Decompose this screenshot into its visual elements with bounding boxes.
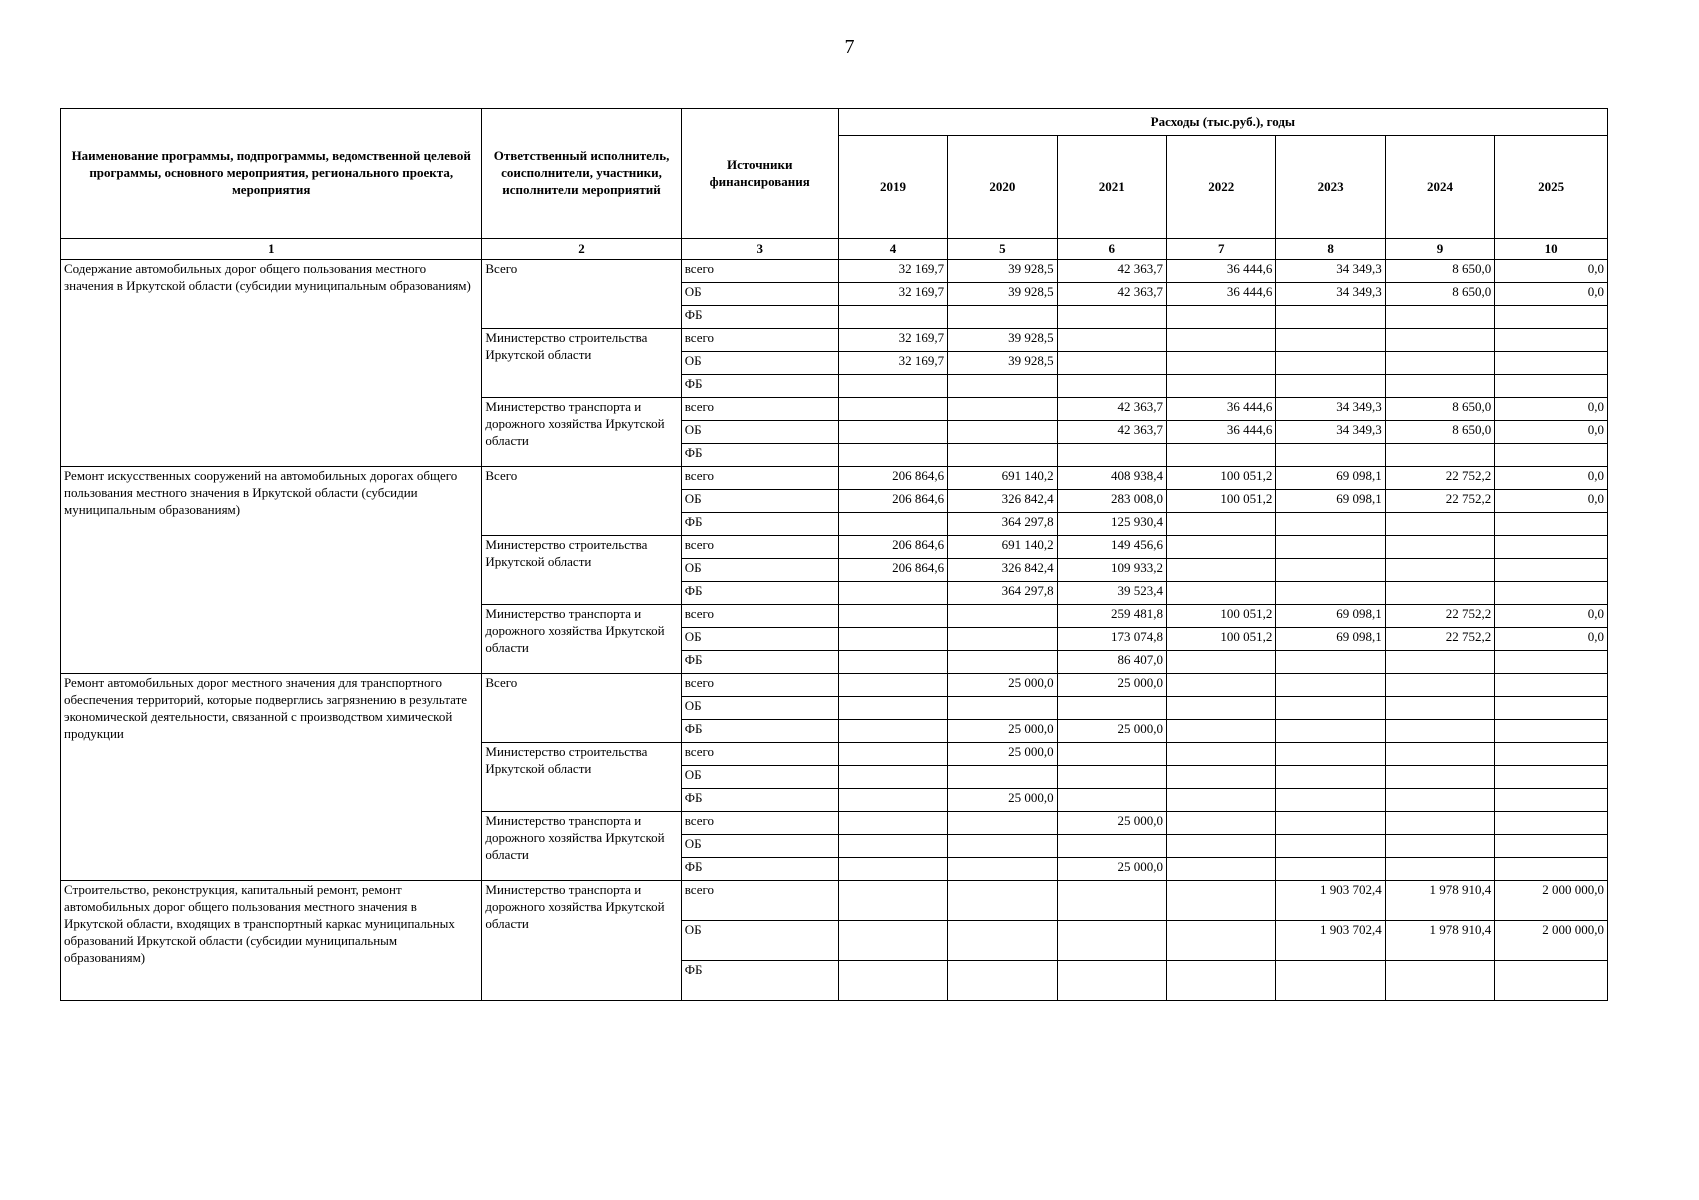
expense-value: 1 903 702,4 bbox=[1276, 881, 1385, 921]
column-number: 2 bbox=[482, 239, 681, 260]
expense-value bbox=[1057, 961, 1166, 1001]
budget-table bbox=[60, 108, 1608, 1001]
expense-value bbox=[1166, 961, 1275, 1001]
column-number: 7 bbox=[1166, 239, 1275, 260]
program-name: Содержание автомобильных дорог общего пользования местного значения в Иркутской области (субсидии муниципальным образованиям) bbox=[61, 260, 482, 467]
responsible-executor: Министерство строительства Иркутской области bbox=[482, 536, 681, 605]
column-number: 3 bbox=[681, 239, 838, 260]
expense-value: 1 903 702,4 bbox=[1276, 921, 1385, 961]
column-number: 8 bbox=[1276, 239, 1385, 260]
expense-value: 25 000,0 bbox=[1057, 858, 1166, 881]
expense-value bbox=[1166, 835, 1275, 858]
expense-value: 25 000,0 bbox=[1057, 812, 1166, 835]
expense-value bbox=[948, 375, 1057, 398]
expense-value: 32 169,7 bbox=[838, 260, 947, 283]
expense-value bbox=[1276, 674, 1385, 697]
header-year: 2019 bbox=[838, 136, 947, 239]
funding-source: ОБ bbox=[681, 628, 838, 651]
expense-value: 2 000 000,0 bbox=[1495, 881, 1608, 921]
expense-value bbox=[838, 789, 947, 812]
expense-value bbox=[1276, 858, 1385, 881]
expense-value bbox=[1385, 375, 1494, 398]
expense-value bbox=[1276, 766, 1385, 789]
funding-source: ОБ bbox=[681, 697, 838, 720]
expense-value bbox=[948, 835, 1057, 858]
expense-value: 283 008,0 bbox=[1057, 490, 1166, 513]
expense-value bbox=[1495, 835, 1608, 858]
expense-value bbox=[838, 582, 947, 605]
expense-value: 206 864,6 bbox=[838, 536, 947, 559]
expense-value bbox=[1495, 697, 1608, 720]
expense-value bbox=[1057, 352, 1166, 375]
expense-value: 22 752,2 bbox=[1385, 605, 1494, 628]
expense-value: 0,0 bbox=[1495, 398, 1608, 421]
funding-source: всего bbox=[681, 467, 838, 490]
expense-value bbox=[1057, 306, 1166, 329]
responsible-executor: Министерство строительства Иркутской области bbox=[482, 329, 681, 398]
expense-value bbox=[1495, 352, 1608, 375]
expense-value: 8 650,0 bbox=[1385, 260, 1494, 283]
header-responsible: Ответственный исполнитель, соисполнители, участники, исполнители мероприятий bbox=[482, 109, 681, 239]
expense-value bbox=[1166, 306, 1275, 329]
expense-value: 25 000,0 bbox=[948, 674, 1057, 697]
expense-value bbox=[838, 766, 947, 789]
responsible-executor: Министерство транспорта и дорожного хозяйства Иркутской области bbox=[482, 605, 681, 674]
responsible-executor: Министерство строительства Иркутской области bbox=[482, 743, 681, 812]
expense-value: 39 928,5 bbox=[948, 329, 1057, 352]
expense-value bbox=[1166, 375, 1275, 398]
funding-source: всего bbox=[681, 329, 838, 352]
expense-value: 42 363,7 bbox=[1057, 398, 1166, 421]
expense-value: 22 752,2 bbox=[1385, 467, 1494, 490]
expense-value: 32 169,7 bbox=[838, 329, 947, 352]
funding-source: ОБ bbox=[681, 766, 838, 789]
expense-value bbox=[1166, 582, 1275, 605]
expense-value: 34 349,3 bbox=[1276, 260, 1385, 283]
expense-value bbox=[838, 743, 947, 766]
expense-value: 25 000,0 bbox=[948, 720, 1057, 743]
expense-value: 36 444,6 bbox=[1166, 283, 1275, 306]
expense-value bbox=[1057, 444, 1166, 467]
expense-value: 691 140,2 bbox=[948, 467, 1057, 490]
expense-value bbox=[948, 812, 1057, 835]
expense-value: 25 000,0 bbox=[948, 789, 1057, 812]
expense-value: 100 051,2 bbox=[1166, 490, 1275, 513]
expense-value bbox=[1057, 766, 1166, 789]
expense-value bbox=[1385, 536, 1494, 559]
expense-value bbox=[948, 881, 1057, 921]
expense-value bbox=[1495, 559, 1608, 582]
funding-source: всего bbox=[681, 536, 838, 559]
expense-value bbox=[1385, 697, 1494, 720]
expense-value: 1 978 910,4 bbox=[1385, 921, 1494, 961]
expense-value bbox=[1276, 789, 1385, 812]
expense-value bbox=[1057, 835, 1166, 858]
funding-source: ОБ bbox=[681, 559, 838, 582]
expense-value bbox=[1166, 513, 1275, 536]
responsible-executor: Министерство транспорта и дорожного хозяйства Иркутской области bbox=[482, 812, 681, 881]
expense-value: 109 933,2 bbox=[1057, 559, 1166, 582]
funding-source: ФБ bbox=[681, 789, 838, 812]
expense-value: 691 140,2 bbox=[948, 536, 1057, 559]
expense-value bbox=[1276, 559, 1385, 582]
expense-value bbox=[1495, 674, 1608, 697]
expense-value bbox=[1276, 812, 1385, 835]
expense-value bbox=[1166, 329, 1275, 352]
expense-value bbox=[948, 697, 1057, 720]
expense-value: 173 074,8 bbox=[1057, 628, 1166, 651]
funding-source: ОБ bbox=[681, 421, 838, 444]
expense-value bbox=[1166, 674, 1275, 697]
expense-value: 25 000,0 bbox=[1057, 674, 1166, 697]
expense-value: 149 456,6 bbox=[1057, 536, 1166, 559]
expense-value: 0,0 bbox=[1495, 605, 1608, 628]
funding-source: ФБ bbox=[681, 306, 838, 329]
expense-value bbox=[1166, 743, 1275, 766]
expense-value bbox=[1057, 743, 1166, 766]
expense-value bbox=[838, 398, 947, 421]
expense-value bbox=[1276, 743, 1385, 766]
expense-value bbox=[1166, 921, 1275, 961]
expense-value bbox=[948, 306, 1057, 329]
column-number: 1 bbox=[61, 239, 482, 260]
expense-value bbox=[948, 921, 1057, 961]
funding-source: всего bbox=[681, 398, 838, 421]
expense-value bbox=[1166, 697, 1275, 720]
expense-value bbox=[1495, 789, 1608, 812]
expense-value: 408 938,4 bbox=[1057, 467, 1166, 490]
expense-value bbox=[1495, 582, 1608, 605]
expense-value: 1 978 910,4 bbox=[1385, 881, 1494, 921]
expense-value bbox=[1385, 582, 1494, 605]
expense-value bbox=[1495, 743, 1608, 766]
header-year: 2021 bbox=[1057, 136, 1166, 239]
expense-value bbox=[1166, 559, 1275, 582]
funding-source: ФБ bbox=[681, 375, 838, 398]
expense-value bbox=[1276, 720, 1385, 743]
expense-value bbox=[948, 766, 1057, 789]
expense-value: 100 051,2 bbox=[1166, 467, 1275, 490]
expense-value bbox=[1276, 835, 1385, 858]
expense-value: 0,0 bbox=[1495, 283, 1608, 306]
expense-value bbox=[1057, 697, 1166, 720]
expense-value bbox=[1276, 329, 1385, 352]
expense-value bbox=[1057, 789, 1166, 812]
expense-value bbox=[1385, 835, 1494, 858]
expense-value bbox=[1495, 444, 1608, 467]
expense-value: 39 928,5 bbox=[948, 352, 1057, 375]
program-name: Ремонт автомобильных дорог местного значения для транспортного обеспечения территорий, которые подверглись загрязнению в результате экономической деятельности, связанной с производством химической продукции bbox=[61, 674, 482, 881]
expense-value bbox=[1276, 513, 1385, 536]
expense-value bbox=[1385, 444, 1494, 467]
expense-value bbox=[1385, 789, 1494, 812]
expense-value: 36 444,6 bbox=[1166, 398, 1275, 421]
expense-value bbox=[1276, 697, 1385, 720]
funding-source: ФБ bbox=[681, 513, 838, 536]
expense-value: 69 098,1 bbox=[1276, 490, 1385, 513]
header-year: 2022 bbox=[1166, 136, 1275, 239]
expense-value bbox=[948, 858, 1057, 881]
responsible-executor: Всего bbox=[482, 467, 681, 536]
expense-value bbox=[948, 444, 1057, 467]
column-number: 10 bbox=[1495, 239, 1608, 260]
expense-value bbox=[948, 961, 1057, 1001]
expense-value bbox=[1276, 651, 1385, 674]
expense-value: 22 752,2 bbox=[1385, 628, 1494, 651]
expense-value bbox=[948, 628, 1057, 651]
expense-value bbox=[1385, 306, 1494, 329]
expense-value: 36 444,6 bbox=[1166, 421, 1275, 444]
expense-value: 69 098,1 bbox=[1276, 605, 1385, 628]
expense-value: 69 098,1 bbox=[1276, 467, 1385, 490]
expense-value bbox=[1495, 375, 1608, 398]
expense-value bbox=[1385, 858, 1494, 881]
expense-value: 8 650,0 bbox=[1385, 421, 1494, 444]
funding-source: ФБ bbox=[681, 651, 838, 674]
expense-value bbox=[1276, 352, 1385, 375]
expense-value bbox=[1166, 789, 1275, 812]
table-row bbox=[61, 674, 1608, 697]
responsible-executor: Всего bbox=[482, 260, 681, 329]
page-number: 7 bbox=[844, 36, 855, 58]
expense-value bbox=[1495, 961, 1608, 1001]
header-year: 2023 bbox=[1276, 136, 1385, 239]
expense-value: 34 349,3 bbox=[1276, 421, 1385, 444]
expense-value: 32 169,7 bbox=[838, 352, 947, 375]
funding-source: ФБ bbox=[681, 961, 838, 1001]
funding-source: ОБ bbox=[681, 352, 838, 375]
expense-value bbox=[838, 674, 947, 697]
program-name: Ремонт искусственных сооружений на автомобильных дорогах общего пользования местного значения в Иркутской области (субсидии муниципальным образованиям) bbox=[61, 467, 482, 674]
expense-value bbox=[1495, 812, 1608, 835]
table-body bbox=[61, 260, 1608, 1001]
expense-value: 0,0 bbox=[1495, 467, 1608, 490]
expense-value: 100 051,2 bbox=[1166, 628, 1275, 651]
funding-source: всего bbox=[681, 812, 838, 835]
expense-value bbox=[948, 398, 1057, 421]
expense-value bbox=[1495, 306, 1608, 329]
expense-value: 39 928,5 bbox=[948, 260, 1057, 283]
expense-value: 39 523,4 bbox=[1057, 582, 1166, 605]
expense-value bbox=[1276, 375, 1385, 398]
expense-value bbox=[838, 421, 947, 444]
funding-source: ОБ bbox=[681, 835, 838, 858]
expense-value: 326 842,4 bbox=[948, 490, 1057, 513]
expense-value bbox=[838, 812, 947, 835]
expense-value bbox=[1385, 766, 1494, 789]
expense-value bbox=[838, 921, 947, 961]
expense-value bbox=[1276, 536, 1385, 559]
expense-value: 39 928,5 bbox=[948, 283, 1057, 306]
expense-value bbox=[838, 881, 947, 921]
expense-value: 100 051,2 bbox=[1166, 605, 1275, 628]
header-year: 2024 bbox=[1385, 136, 1494, 239]
expense-value bbox=[1385, 651, 1494, 674]
expense-value: 125 930,4 bbox=[1057, 513, 1166, 536]
responsible-executor: Всего bbox=[482, 674, 681, 743]
expense-value: 259 481,8 bbox=[1057, 605, 1166, 628]
column-number: 6 bbox=[1057, 239, 1166, 260]
expense-value: 42 363,7 bbox=[1057, 283, 1166, 306]
expense-value bbox=[1385, 812, 1494, 835]
responsible-executor: Министерство транспорта и дорожного хозяйства Иркутской области bbox=[482, 398, 681, 467]
expense-value bbox=[1385, 674, 1494, 697]
expense-value: 42 363,7 bbox=[1057, 260, 1166, 283]
expense-value: 2 000 000,0 bbox=[1495, 921, 1608, 961]
expense-value bbox=[838, 720, 947, 743]
expense-value: 69 098,1 bbox=[1276, 628, 1385, 651]
expense-value: 0,0 bbox=[1495, 260, 1608, 283]
funding-source: ОБ bbox=[681, 490, 838, 513]
expense-value bbox=[1276, 444, 1385, 467]
funding-source: ФБ bbox=[681, 582, 838, 605]
expense-value bbox=[948, 421, 1057, 444]
expense-value bbox=[1385, 743, 1494, 766]
expense-value: 364 297,8 bbox=[948, 582, 1057, 605]
funding-source: всего bbox=[681, 674, 838, 697]
expense-value bbox=[1276, 582, 1385, 605]
expense-value bbox=[1057, 921, 1166, 961]
expense-value: 25 000,0 bbox=[1057, 720, 1166, 743]
expense-value bbox=[1385, 559, 1494, 582]
expense-value bbox=[1166, 881, 1275, 921]
expense-value bbox=[1385, 352, 1494, 375]
expense-value: 0,0 bbox=[1495, 490, 1608, 513]
expense-value: 86 407,0 bbox=[1057, 651, 1166, 674]
expense-value bbox=[1495, 513, 1608, 536]
expense-value bbox=[1166, 858, 1275, 881]
expense-value bbox=[838, 628, 947, 651]
header-year: 2025 bbox=[1495, 136, 1608, 239]
expense-value bbox=[838, 961, 947, 1001]
expense-value bbox=[838, 651, 947, 674]
expense-value bbox=[838, 835, 947, 858]
funding-source: ФБ bbox=[681, 444, 838, 467]
expense-value: 206 864,6 bbox=[838, 467, 947, 490]
program-name: Строительство, реконструкция, капитальный ремонт, ремонт автомобильных дорог общего пользования местного значения в Иркутской области, входящих в транспортный каркас муниципальных образований Иркутской области (субсидии муниципальным образованиям) bbox=[61, 881, 482, 1001]
header-name: Наименование программы, подпрограммы, ведомственной целевой программы, основного мероприятия, регионального проекта, мероприятия bbox=[61, 109, 482, 239]
expense-value: 34 349,3 bbox=[1276, 283, 1385, 306]
expense-value bbox=[838, 697, 947, 720]
expense-value bbox=[1495, 720, 1608, 743]
expense-value: 25 000,0 bbox=[948, 743, 1057, 766]
expense-value bbox=[838, 375, 947, 398]
table-row bbox=[61, 467, 1608, 490]
expense-value bbox=[838, 605, 947, 628]
expense-value bbox=[1166, 651, 1275, 674]
expense-value: 206 864,6 bbox=[838, 490, 947, 513]
expense-value: 32 169,7 bbox=[838, 283, 947, 306]
expense-value: 206 864,6 bbox=[838, 559, 947, 582]
expense-value: 0,0 bbox=[1495, 421, 1608, 444]
expense-value: 326 842,4 bbox=[948, 559, 1057, 582]
funding-source: ФБ bbox=[681, 720, 838, 743]
expense-value: 8 650,0 bbox=[1385, 283, 1494, 306]
expense-value bbox=[1385, 329, 1494, 352]
expense-value: 36 444,6 bbox=[1166, 260, 1275, 283]
expense-value bbox=[838, 513, 947, 536]
expense-value bbox=[948, 605, 1057, 628]
column-number: 9 bbox=[1385, 239, 1494, 260]
expense-value: 364 297,8 bbox=[948, 513, 1057, 536]
expense-value bbox=[1495, 651, 1608, 674]
funding-source: ОБ bbox=[681, 283, 838, 306]
expense-value bbox=[1276, 306, 1385, 329]
expense-value bbox=[1385, 513, 1494, 536]
funding-source: всего bbox=[681, 881, 838, 921]
expense-value: 22 752,2 bbox=[1385, 490, 1494, 513]
expense-value bbox=[1166, 812, 1275, 835]
expense-value bbox=[1495, 536, 1608, 559]
expense-value bbox=[1166, 352, 1275, 375]
funding-source: ОБ bbox=[681, 921, 838, 961]
expense-value bbox=[838, 444, 947, 467]
funding-source: ФБ bbox=[681, 858, 838, 881]
expense-value bbox=[1495, 329, 1608, 352]
expense-value: 34 349,3 bbox=[1276, 398, 1385, 421]
expense-value bbox=[1057, 375, 1166, 398]
expense-value bbox=[1166, 536, 1275, 559]
expense-value bbox=[838, 858, 947, 881]
header-year: 2020 bbox=[948, 136, 1057, 239]
expense-value bbox=[1057, 329, 1166, 352]
column-number: 5 bbox=[948, 239, 1057, 260]
header-expenses: Расходы (тыс.руб.), годы bbox=[838, 109, 1607, 136]
funding-source: всего bbox=[681, 743, 838, 766]
expense-value bbox=[1166, 720, 1275, 743]
expense-value bbox=[1495, 766, 1608, 789]
expense-value bbox=[1276, 961, 1385, 1001]
funding-source: всего bbox=[681, 605, 838, 628]
expense-value bbox=[948, 651, 1057, 674]
expense-value: 0,0 bbox=[1495, 628, 1608, 651]
expense-value bbox=[1057, 881, 1166, 921]
expense-value bbox=[1385, 720, 1494, 743]
column-number: 4 bbox=[838, 239, 947, 260]
expense-value bbox=[1166, 766, 1275, 789]
expense-value: 8 650,0 bbox=[1385, 398, 1494, 421]
table-row bbox=[61, 881, 1608, 921]
funding-source: всего bbox=[681, 260, 838, 283]
expense-value bbox=[838, 306, 947, 329]
expense-value bbox=[1495, 858, 1608, 881]
expense-value: 42 363,7 bbox=[1057, 421, 1166, 444]
expense-value bbox=[1385, 961, 1494, 1001]
header-sources: Источники финансирования bbox=[681, 109, 838, 239]
table-row bbox=[61, 260, 1608, 283]
expense-value bbox=[1166, 444, 1275, 467]
responsible-executor: Министерство транспорта и дорожного хозяйства Иркутской области bbox=[482, 881, 681, 1001]
